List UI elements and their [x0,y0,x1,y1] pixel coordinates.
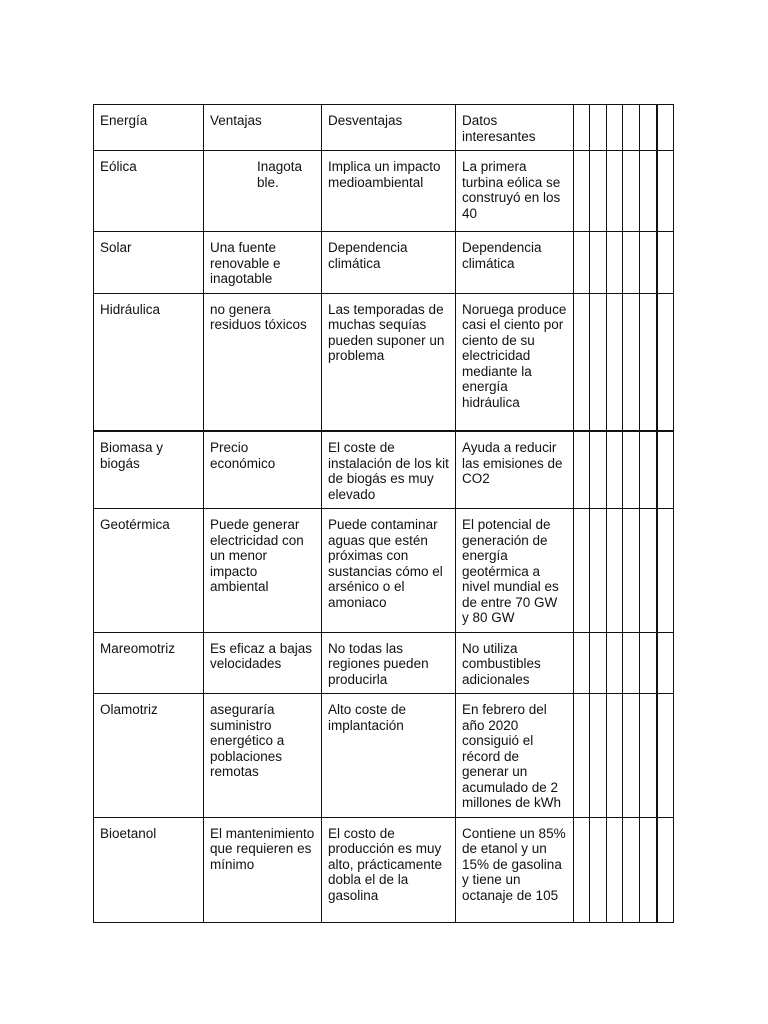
empty-cell [623,232,640,294]
disadvantages-cell: Dependencia climática [322,232,456,294]
empty-cell [590,232,607,294]
empty-cell [657,151,674,232]
energy-name-cell: Solar [94,232,204,294]
disadvantages-cell: Implica un impacto medioambiental [322,151,456,232]
empty-cell [623,151,640,232]
header-cell: Ventajas [204,105,322,151]
empty-cell [607,232,623,294]
table-row [94,232,674,294]
empty-cell [623,293,640,431]
empty-cell [590,509,607,633]
table-row [94,694,674,818]
empty-cell [640,293,657,431]
empty-cell [607,105,623,151]
empty-cell [623,431,640,509]
disadvantages-cell: El costo de producción es muy alto, prácticamente dobla el de la gasolina [322,817,456,922]
empty-cell [574,632,590,694]
energy-name-cell: Eólica [94,151,204,232]
table-row [94,509,674,633]
advantages-cell: Puede generar electricidad con un menor impacto ambiental [204,509,322,633]
facts-cell: Ayuda a reducir las emisiones de CO2 [456,431,574,509]
advantages-cell: El mantenimiento que requieren es mínimo [204,817,322,922]
empty-cell [574,293,590,431]
disadvantages-cell: Las temporadas de muchas sequías pueden suponer un problema [322,293,456,431]
empty-cell [607,151,623,232]
advantages-cell [204,151,322,232]
header-cell: Datos interesantes [456,105,574,151]
empty-cell [590,817,607,922]
energy-name-cell: Geotérmica [94,509,204,633]
empty-cell [657,817,674,922]
empty-cell [590,632,607,694]
energy-name-cell: Biomasa y biogás [94,431,204,509]
empty-cell [623,105,640,151]
facts-cell: En febrero del año 2020 consiguió el récord de generar un acumulado de 2 millones de kWh [456,694,574,818]
energy-comparison-table [93,104,674,923]
empty-cell [640,232,657,294]
table-header-row [94,105,674,151]
advantages-cell: Es eficaz a bajas velocidades [204,632,322,694]
empty-cell [657,509,674,633]
empty-cell [657,431,674,509]
empty-cell [640,817,657,922]
facts-cell: Dependencia climática [456,232,574,294]
empty-cell [607,632,623,694]
empty-cell [607,431,623,509]
header-cell: Desventajas [322,105,456,151]
table-row [94,431,674,509]
empty-cell [657,105,674,151]
advantages-text: Inagotable. [257,159,303,190]
empty-cell [574,232,590,294]
empty-cell [640,632,657,694]
empty-cell [623,694,640,818]
empty-cell [640,105,657,151]
empty-cell [657,694,674,818]
table-row [94,151,674,232]
advantages-cell: Una fuente renovable e inagotable [204,232,322,294]
empty-cell [574,817,590,922]
empty-cell [640,694,657,818]
energy-name-cell: Hidráulica [94,293,204,431]
empty-cell [574,105,590,151]
disadvantages-cell: Alto coste de implantación [322,694,456,818]
advantages-cell: Precio económico [204,431,322,509]
facts-cell: El potencial de generación de energía geotérmica a nivel mundial es de entre 70 GW y 80 GW [456,509,574,633]
empty-cell [574,431,590,509]
empty-cell [590,694,607,818]
empty-cell [574,509,590,633]
empty-cell [607,509,623,633]
empty-cell [623,509,640,633]
disadvantages-cell: No todas las regiones pueden producirla [322,632,456,694]
empty-cell [640,151,657,232]
empty-cell [640,431,657,509]
table-row [94,817,674,922]
empty-cell [657,293,674,431]
advantages-cell: aseguraría suministro energético a poblaciones remotas [204,694,322,818]
empty-cell [574,694,590,818]
energy-name-cell: Bioetanol [94,817,204,922]
energy-name-cell: Olamotriz [94,694,204,818]
facts-cell: Contiene un 85% de etanol y un 15% de gasolina y tiene un octanaje de 105 [456,817,574,922]
empty-cell [590,293,607,431]
empty-cell [623,817,640,922]
empty-cell [607,293,623,431]
empty-cell [657,232,674,294]
empty-cell [623,632,640,694]
facts-cell: Noruega produce casi el ciento por ciento de su electricidad mediante la energía hidráulica [456,293,574,431]
empty-cell [590,151,607,232]
table-row [94,632,674,694]
empty-cell [607,694,623,818]
empty-cell [590,431,607,509]
empty-cell [590,105,607,151]
facts-cell: La primera turbina eólica se construyó en los 40 [456,151,574,232]
disadvantages-cell: El coste de instalación de los kit de biogás es muy elevado [322,431,456,509]
disadvantages-cell: Puede contaminar aguas que estén próximas con sustancias cómo el arsénico o el amoniaco [322,509,456,633]
empty-cell [574,151,590,232]
header-cell: Energía [94,105,204,151]
empty-cell [607,817,623,922]
empty-cell [640,509,657,633]
table-row [94,293,674,431]
energy-name-cell: Mareomotriz [94,632,204,694]
advantages-cell: no genera residuos tóxicos [204,293,322,431]
empty-cell [657,632,674,694]
facts-cell: No utiliza combustibles adicionales [456,632,574,694]
